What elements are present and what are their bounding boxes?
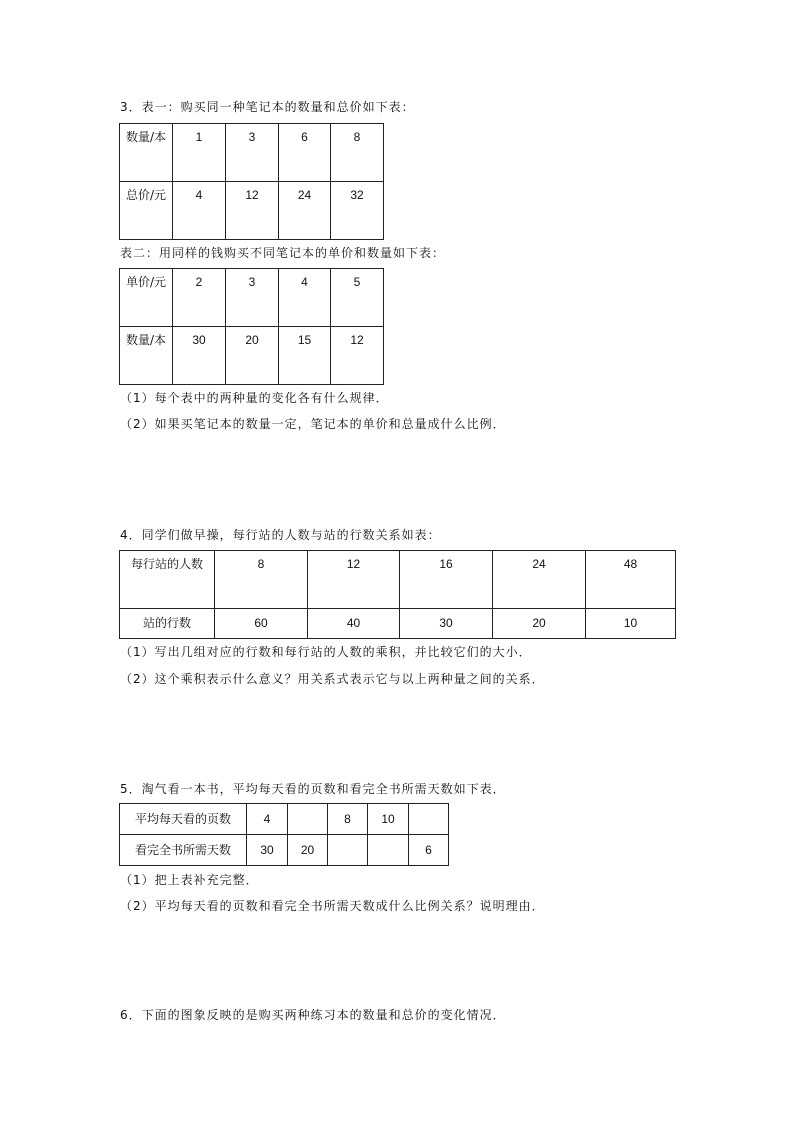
table-cell: 15 [279,327,331,385]
table-cell: 60 [215,609,308,639]
table-cell [409,804,449,835]
table-cell: 12 [226,182,279,240]
table-row [120,269,384,327]
table-cell: 4 [279,269,331,327]
table-cell: 2 [173,269,226,327]
table-cell: 8 [328,804,368,835]
q5-table [119,803,449,866]
table-cell: 12 [308,551,400,609]
q3-intro: 3．表一：购买同一种笔记本的数量和总价如下表： [120,100,415,114]
table-cell: 30 [400,609,493,639]
q3-sub2: （2）如果买笔记本的数量一定，笔记本的单价和总量成什么比例． [120,417,506,431]
table-row [120,835,449,866]
table-cell: 40 [308,609,400,639]
row-label: 平均每天看的页数 [120,804,247,835]
q3-intro2: 表二：用同样的钱购买不同笔记本的单价和数量如下表： [120,246,446,260]
table-cell: 20 [288,835,328,866]
table-cell: 32 [331,182,384,240]
table-cell: 10 [586,609,676,639]
q4-table [119,550,676,639]
table-cell: 8 [331,124,384,182]
table-row [120,327,384,385]
row-label: 总价/元 [120,182,173,240]
table-cell: 5 [331,269,384,327]
q5-intro: 5．淘气看一本书，平均每天看的页数和看完全书所需天数如下表． [120,782,506,796]
table-cell [288,804,328,835]
row-label: 每行站的人数 [120,551,215,609]
q3-table2 [119,268,384,385]
table-cell: 24 [493,551,586,609]
table-cell: 1 [173,124,226,182]
table-cell [328,835,368,866]
table-cell: 4 [247,804,288,835]
q3-sub1: （1）每个表中的两种量的变化各有什么规律． [120,391,389,405]
q5-sub2: （2）平均每天看的页数和看完全书所需天数成什么比例关系？说明理由． [120,899,545,913]
q6-intro: 6．下面的图象反映的是购买两种练习本的数量和总价的变化情况． [120,1008,506,1022]
table-cell: 20 [226,327,279,385]
table-cell: 6 [279,124,331,182]
table-cell: 4 [173,182,226,240]
table-row [120,124,384,182]
table-cell: 3 [226,124,279,182]
table-cell: 16 [400,551,493,609]
table-row [120,804,449,835]
q3-table1 [119,123,384,240]
row-label: 单价/元 [120,269,173,327]
table-cell: 12 [331,327,384,385]
row-label: 数量/本 [120,327,173,385]
table-cell: 3 [226,269,279,327]
table-cell: 24 [279,182,331,240]
table-row [120,609,676,639]
row-label: 看完全书所需天数 [120,835,247,866]
q4-sub1: （1）写出几组对应的行数和每行站的人数的乘积，并比较它们的大小． [120,645,532,659]
row-label: 站的行数 [120,609,215,639]
table-cell: 48 [586,551,676,609]
table-row [120,182,384,240]
table-cell: 30 [173,327,226,385]
table-cell: 6 [409,835,449,866]
q4-sub2: （2）这个乘积表示什么意义？用关系式表示它与以上两种量之间的关系． [120,672,545,686]
row-label: 数量/本 [120,124,173,182]
table-cell: 8 [215,551,308,609]
table-cell: 20 [493,609,586,639]
q4-intro: 4．同学们做早操，每行站的人数与站的行数关系如表： [120,528,441,542]
table-cell: 10 [368,804,409,835]
table-row [120,551,676,609]
table-cell: 30 [247,835,288,866]
q5-sub1: （1）把上表补充完整． [120,873,259,887]
table-cell [368,835,409,866]
